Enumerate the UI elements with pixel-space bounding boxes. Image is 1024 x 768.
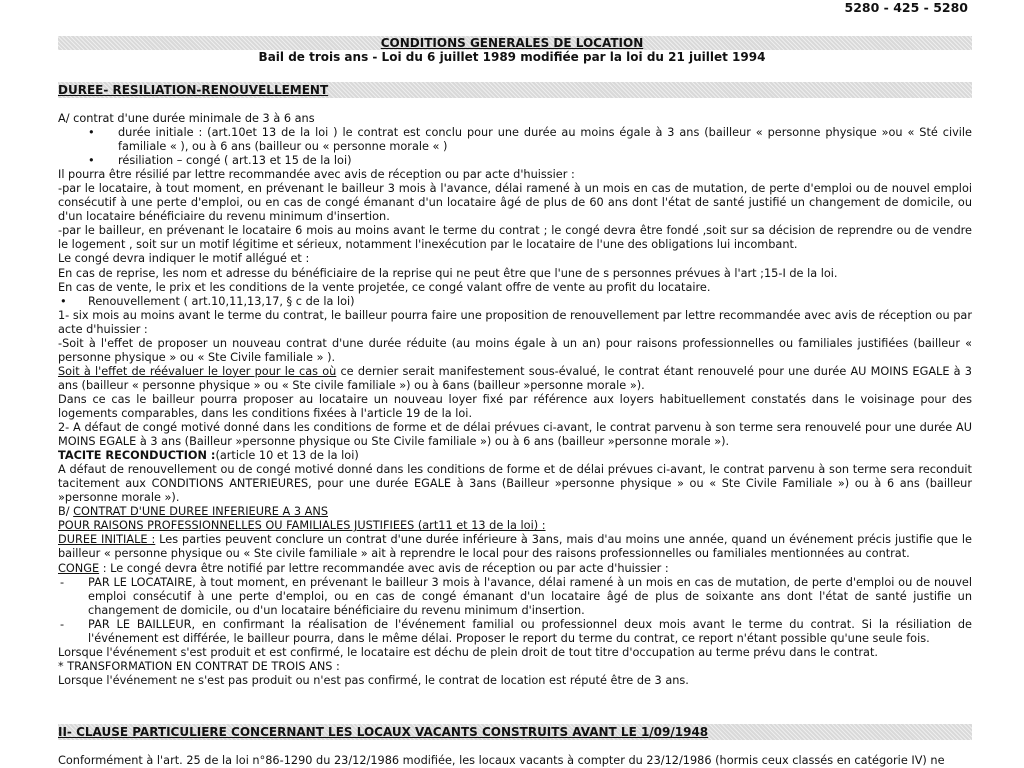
paragraph: A défaut de renouvellement ou de congé motivé donné dans les conditions de forme et de délai prévues ci-avant, le contrat parvenu à son terme sera reconduit tacitement aux CONDITIONS ANTERIEURES, pour une durée EGALE à 3ans (Bailleur »personne physique » ou « Ste Civile Familiale ») ou à 6 ans (bailleur »personne morale »). xyxy=(58,463,972,505)
document-reference-number: 5280 - 425 - 5280 xyxy=(844,0,968,15)
paragraph: * TRANSFORMATION EN CONTRAT DE TROIS ANS : xyxy=(58,659,340,673)
title-main: CONDITIONS GENERALES DE LOCATION xyxy=(380,36,644,50)
underlined-text: DUREE INITIALE : xyxy=(58,533,156,547)
paragraph xyxy=(58,505,972,519)
paragraph: -Soit à l'effet de proposer un nouveau contrat d'une durée réduite (au moins égale à un an) pour raisons professionnelles ou familiales justifiées (bailleur « personne physique » ou « Ste Civile familiale » ). xyxy=(58,336,972,364)
bullet-text: Renouvellement ( art.10,11,13,17, § c de la loi) xyxy=(88,294,355,308)
underlined-text: CONGE xyxy=(58,561,100,575)
section2-heading: II- CLAUSE PARTICULIERE CONCERNANT LES LOCAUX VACANTS CONSTRUITS AVANT LE 1/09/1948 xyxy=(58,725,709,739)
paragraph: -par le locataire, à tout moment, en prévenant le bailleur 3 mois à l'avance, délai ramené à un mois en cas de mutation, de perte d'emploi ou de nouvel emploi consécutif à une perte d'emploi, ou en cas de congé émanant d'un locataire âgé de plus de 60 ans dont l'état de santé justifié un changement de domicile, ou d'un locataire bénéficiaire du revenu minimum d'insertion. xyxy=(58,182,972,224)
bullet-text: résiliation – congé ( art.13 et 15 de la loi) xyxy=(118,154,352,168)
paragraph: 2- A défaut de congé motivé donné dans les conditions de forme et de délai prévues ci-avant, le contrat parvenu à son terme sera renouvelé pour une durée AU MOINS EGALE à 3 ans (Bailleur »personne physique ou Ste Civile familiale ») ou à 6 ans (bailleur »personne morale »). xyxy=(58,421,972,449)
paragraph-text: (article 10 et 13 de la loi) xyxy=(215,449,359,463)
paragraph xyxy=(58,519,972,533)
paragraph: -par le bailleur, en prévenant le locataire 6 mois au moins avant le terme du contrat ; le congé devra être fondé ,soit sur sa décision de reprendre ou de vendre le logement , soit sur un motif légitime et sérieux, notamment l'inexécution par le locataire de l'une des obligations lui incombant. xyxy=(58,224,972,252)
paragraph: En cas de vente, le prix et les conditions de la vente projetée, ce congé valant offre de vente au profit du locataire. xyxy=(58,280,711,294)
bullet-item xyxy=(58,154,972,168)
paragraph: Lorsque l'événement s'est produit et est confirmé, le locataire est déchu de plein droit de tout titre d'occupation au terme prévu dans le contrat. xyxy=(58,645,878,659)
bullet-item xyxy=(58,126,972,154)
dash-item xyxy=(58,618,972,646)
paragraph-text: B/ xyxy=(58,505,74,519)
dash-text: PAR LE BAILLEUR, en confirmant la réalisation de l'événement familial ou professionnel deux mois avant le terme du contrat. Si la résiliation de l'événement est différée, le bailleur pourra, dans le même délai. Proposer le report du terme du contrat, ce report n'étant possible qu'une seule fois. xyxy=(88,617,972,645)
paragraph-text: : Le congé devra être notifié par lettre recommandée avec avis de réception ou par acte d'huissier : xyxy=(99,561,669,575)
paragraph-text: ce dernier serait manifestement sous-évalué, le contrat étant renouvelé pour une durée AU MOINS EGALE à 3 ans (bailleur « personne physique » ou « Ste civile familiale ») ou à 6ans (bailleur »personne morale »). xyxy=(58,364,972,392)
bullet-marker: • xyxy=(88,126,95,140)
paragraph: Le congé devra indiquer le motif allégué et : xyxy=(58,252,310,266)
paragraph: Lorsque l'événement ne s'est pas produit ou n'est pas confirmé, le contrat de location est réputé être de 3 ans. xyxy=(58,673,689,687)
paragraph: En cas de reprise, les nom et adresse du bénéficiaire de la reprise qui ne peut être que l'une de s personnes prévues à l'art ;15-I de la loi. xyxy=(58,266,838,280)
section1-heading: DUREE- RESILIATION-RENOUVELLEMENT xyxy=(58,83,329,97)
paragraph: Dans ce cas le bailleur pourra proposer au locataire un nouveau loyer fixé par référence aux loyers habituellement constatés dans le voisinage pour des logements comparables, dans les conditions fixées à l'article 19 de la loi. xyxy=(58,392,972,420)
underlined-text: CONTRAT D'UNE DUREE INFERIEURE A 3 ANS xyxy=(73,505,328,519)
underlined-text: Soit à l'effet de réévaluer le loyer pour le cas où xyxy=(58,364,337,378)
paragraph xyxy=(58,562,972,576)
paragraph xyxy=(58,365,972,393)
bullet-marker: • xyxy=(88,154,95,168)
dash-text: PAR LE LOCATAIRE, à tout moment, en prévenant le bailleur 3 mois à l'avance, délai ramené à un mois en cas de mutation, de perte d'emploi ou de nouvel emploi consécutif à une perte d'emploi, ou en cas de congé émanant d'un locataire âgé de plus de soixante ans dont l'état de santé justifie un changement de domicile, ou d'un locataire bénéficiaire du revenu minimum d'insertion. xyxy=(88,575,972,617)
bullet-item xyxy=(58,295,972,309)
bullet-marker: • xyxy=(60,294,67,308)
dash-marker: - xyxy=(60,575,65,589)
bullet-text: durée initiale : (art.10et 13 de la loi ) le contrat est conclu pour une durée au moins égale à 3 ans (bailleur « personne physique »ou « Sté civile familiale « ), ou à 6 ans (bailleur ou « personne morale « ) xyxy=(118,126,972,154)
underlined-text: POUR RAISONS PROFESSIONNELLES OU FAMILIALES JUSTIFIEES (art11 et 13 de la loi) : xyxy=(58,519,546,533)
section1-body xyxy=(58,112,972,688)
title-subtitle: Bail de trois ans - Loi du 6 juillet 1989 modifiée par la loi du 21 juillet 1994 xyxy=(258,50,766,64)
paragraph xyxy=(58,533,972,561)
paragraph: Il pourra être résilié par lettre recommandée avec avis de réception ou par acte d'huissier : xyxy=(58,168,575,182)
document-title xyxy=(0,36,1024,64)
paragraph: A/ contrat d'une durée minimale de 3 à 6 ans xyxy=(58,112,315,125)
section2-paragraph: Conformément à l'art. 25 de la loi n°86-1290 du 23/12/1986 modifiée, les locaux vacants à compter du 23/12/1986 (hormis ceux classés en catégorie IV) ne xyxy=(58,754,945,767)
paragraph-text: Les parties peuvent conclure un contrat d'une durée inférieure à 3ans, mais d'au moins une année, quand un événement précis justifie que le bailleur « personne physique ou « Ste civile familiale » ait à reprendre le local pour des raisons professionnelles ou familiales mentionnées au contrat. xyxy=(58,533,972,561)
paragraph xyxy=(58,449,972,463)
dash-marker: - xyxy=(60,617,65,631)
bold-text: TACITE RECONDUCTION : xyxy=(58,449,216,463)
paragraph: 1- six mois au moins avant le terme du contrat, le bailleur pourra faire une proposition de renouvellement par lettre recommandée avec avis de réception ou par acte d'huissier : xyxy=(58,308,972,336)
dash-item xyxy=(58,576,972,618)
